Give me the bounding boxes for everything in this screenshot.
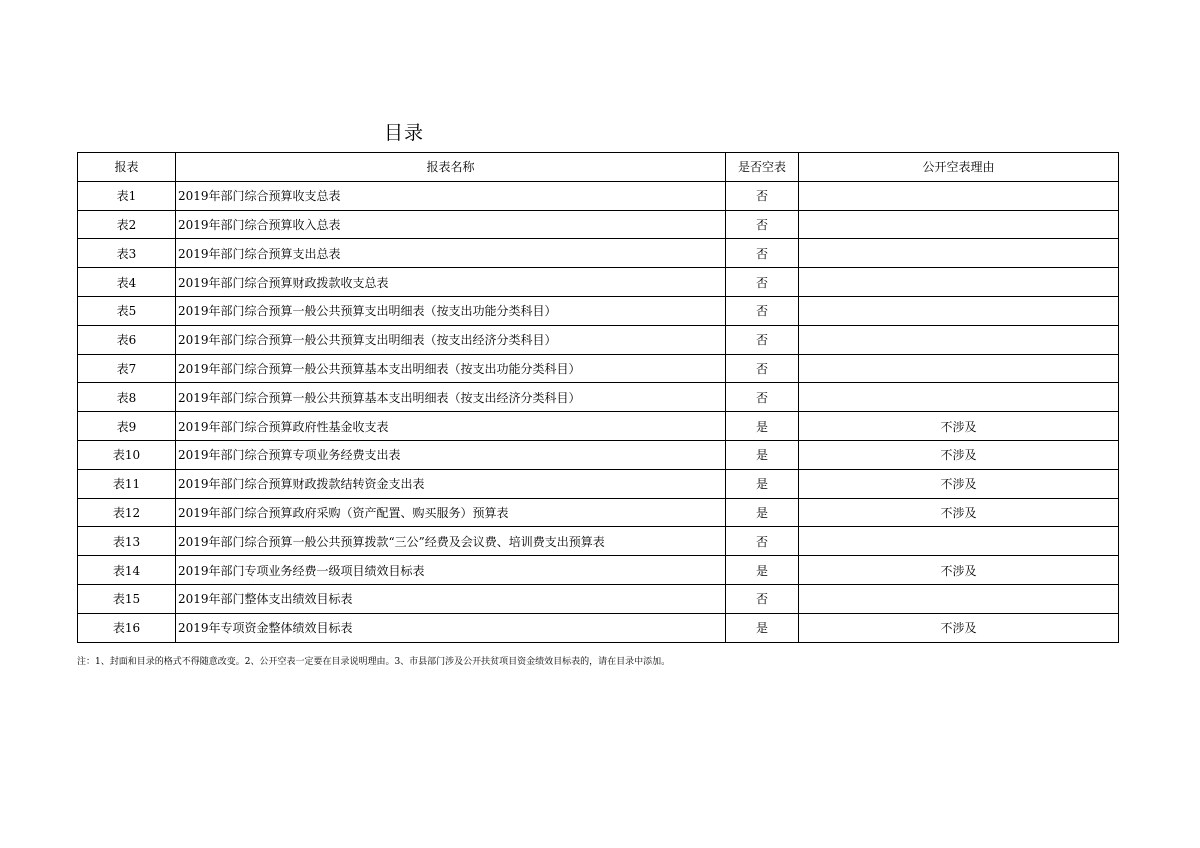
cell-report-name: 2019年部门综合预算政府采购（资产配置、购买服务）预算表 [176,498,726,527]
cell-empty-reason: 不涉及 [799,469,1119,498]
table-row [78,584,1119,613]
cell-is-empty: 是 [726,469,799,498]
cell-report-name: 2019年部门综合预算支出总表 [176,239,726,268]
cell-empty-reason [799,210,1119,239]
cell-empty-reason: 不涉及 [799,412,1119,441]
cell-is-empty: 是 [726,556,799,585]
cell-empty-reason: 不涉及 [799,613,1119,642]
cell-report-name: 2019年部门综合预算收支总表 [176,181,726,210]
cell-report-id: 表5 [78,296,176,325]
cell-report-id: 表6 [78,325,176,354]
cell-is-empty: 否 [726,584,799,613]
table-row [78,440,1119,469]
cell-report-id: 表2 [78,210,176,239]
table-row [78,354,1119,383]
cell-is-empty: 是 [726,412,799,441]
table-row [78,296,1119,325]
cell-is-empty: 否 [726,354,799,383]
cell-report-name: 2019年部门综合预算专项业务经费支出表 [176,440,726,469]
cell-report-id: 表8 [78,383,176,412]
table-row [78,613,1119,642]
cell-report-id: 表3 [78,239,176,268]
cell-empty-reason [799,296,1119,325]
cell-report-name: 2019年部门整体支出绩效目标表 [176,584,726,613]
cell-is-empty: 否 [726,296,799,325]
cell-is-empty: 否 [726,383,799,412]
cell-empty-reason [799,325,1119,354]
page-title: 目录 [384,122,425,144]
cell-report-id: 表7 [78,354,176,383]
cell-report-id: 表4 [78,268,176,297]
header-id: 报表 [78,153,176,182]
cell-is-empty: 是 [726,440,799,469]
cell-report-name: 2019年部门综合预算一般公共预算基本支出明细表（按支出经济分类科目） [176,383,726,412]
header-name: 报表名称 [176,153,726,182]
cell-report-id: 表15 [78,584,176,613]
cell-is-empty: 是 [726,498,799,527]
cell-is-empty: 否 [726,181,799,210]
table-row [78,239,1119,268]
table-row [78,498,1119,527]
cell-empty-reason [799,354,1119,383]
cell-empty-reason [799,584,1119,613]
table-row [78,210,1119,239]
table-row [78,412,1119,441]
table-row [78,325,1119,354]
table-row [78,556,1119,585]
cell-report-name: 2019年部门综合预算一般公共预算支出明细表（按支出经济分类科目） [176,325,726,354]
cell-report-id: 表14 [78,556,176,585]
cell-report-id: 表11 [78,469,176,498]
cell-empty-reason: 不涉及 [799,440,1119,469]
cell-report-name: 2019年部门综合预算收入总表 [176,210,726,239]
cell-empty-reason: 不涉及 [799,556,1119,585]
cell-report-id: 表13 [78,527,176,556]
cell-report-name: 2019年部门综合预算政府性基金收支表 [176,412,726,441]
cell-empty-reason [799,181,1119,210]
table-row [78,469,1119,498]
cell-is-empty: 否 [726,268,799,297]
cell-report-id: 表12 [78,498,176,527]
cell-empty-reason [799,239,1119,268]
cell-report-name: 2019年专项资金整体绩效目标表 [176,613,726,642]
cell-report-name: 2019年部门专项业务经费一级项目绩效目标表 [176,556,726,585]
cell-report-id: 表10 [78,440,176,469]
cell-report-name: 2019年部门综合预算财政拨款结转资金支出表 [176,469,726,498]
table-row [78,527,1119,556]
cell-is-empty: 否 [726,527,799,556]
cell-is-empty: 是 [726,613,799,642]
cell-is-empty: 否 [726,325,799,354]
table-row [78,181,1119,210]
cell-report-name: 2019年部门综合预算一般公共预算拨款“三公”经费及会议费、培训费支出预算表 [176,527,726,556]
cell-empty-reason [799,383,1119,412]
cell-empty-reason [799,527,1119,556]
cell-report-id: 表1 [78,181,176,210]
cell-is-empty: 否 [726,210,799,239]
toc-body [78,181,1119,642]
table-row [78,383,1119,412]
header-is-empty: 是否空表 [726,153,799,182]
table-row [78,268,1119,297]
header-row [78,153,1119,182]
cell-empty-reason: 不涉及 [799,498,1119,527]
footnote: 注：1、封面和目录的格式不得随意改变。2、公开空表一定要在目录说明理由。3、市县部门涉及公开扶贫项目资金绩效目标表的，请在目录中添加。 [77,657,671,667]
toc-table [77,152,1119,643]
cell-report-name: 2019年部门综合预算一般公共预算基本支出明细表（按支出功能分类科目） [176,354,726,383]
cell-is-empty: 否 [726,239,799,268]
cell-report-name: 2019年部门综合预算财政拨款收支总表 [176,268,726,297]
header-reason: 公开空表理由 [799,153,1119,182]
cell-report-id: 表16 [78,613,176,642]
cell-report-id: 表9 [78,412,176,441]
cell-empty-reason [799,268,1119,297]
cell-report-name: 2019年部门综合预算一般公共预算支出明细表（按支出功能分类科目） [176,296,726,325]
